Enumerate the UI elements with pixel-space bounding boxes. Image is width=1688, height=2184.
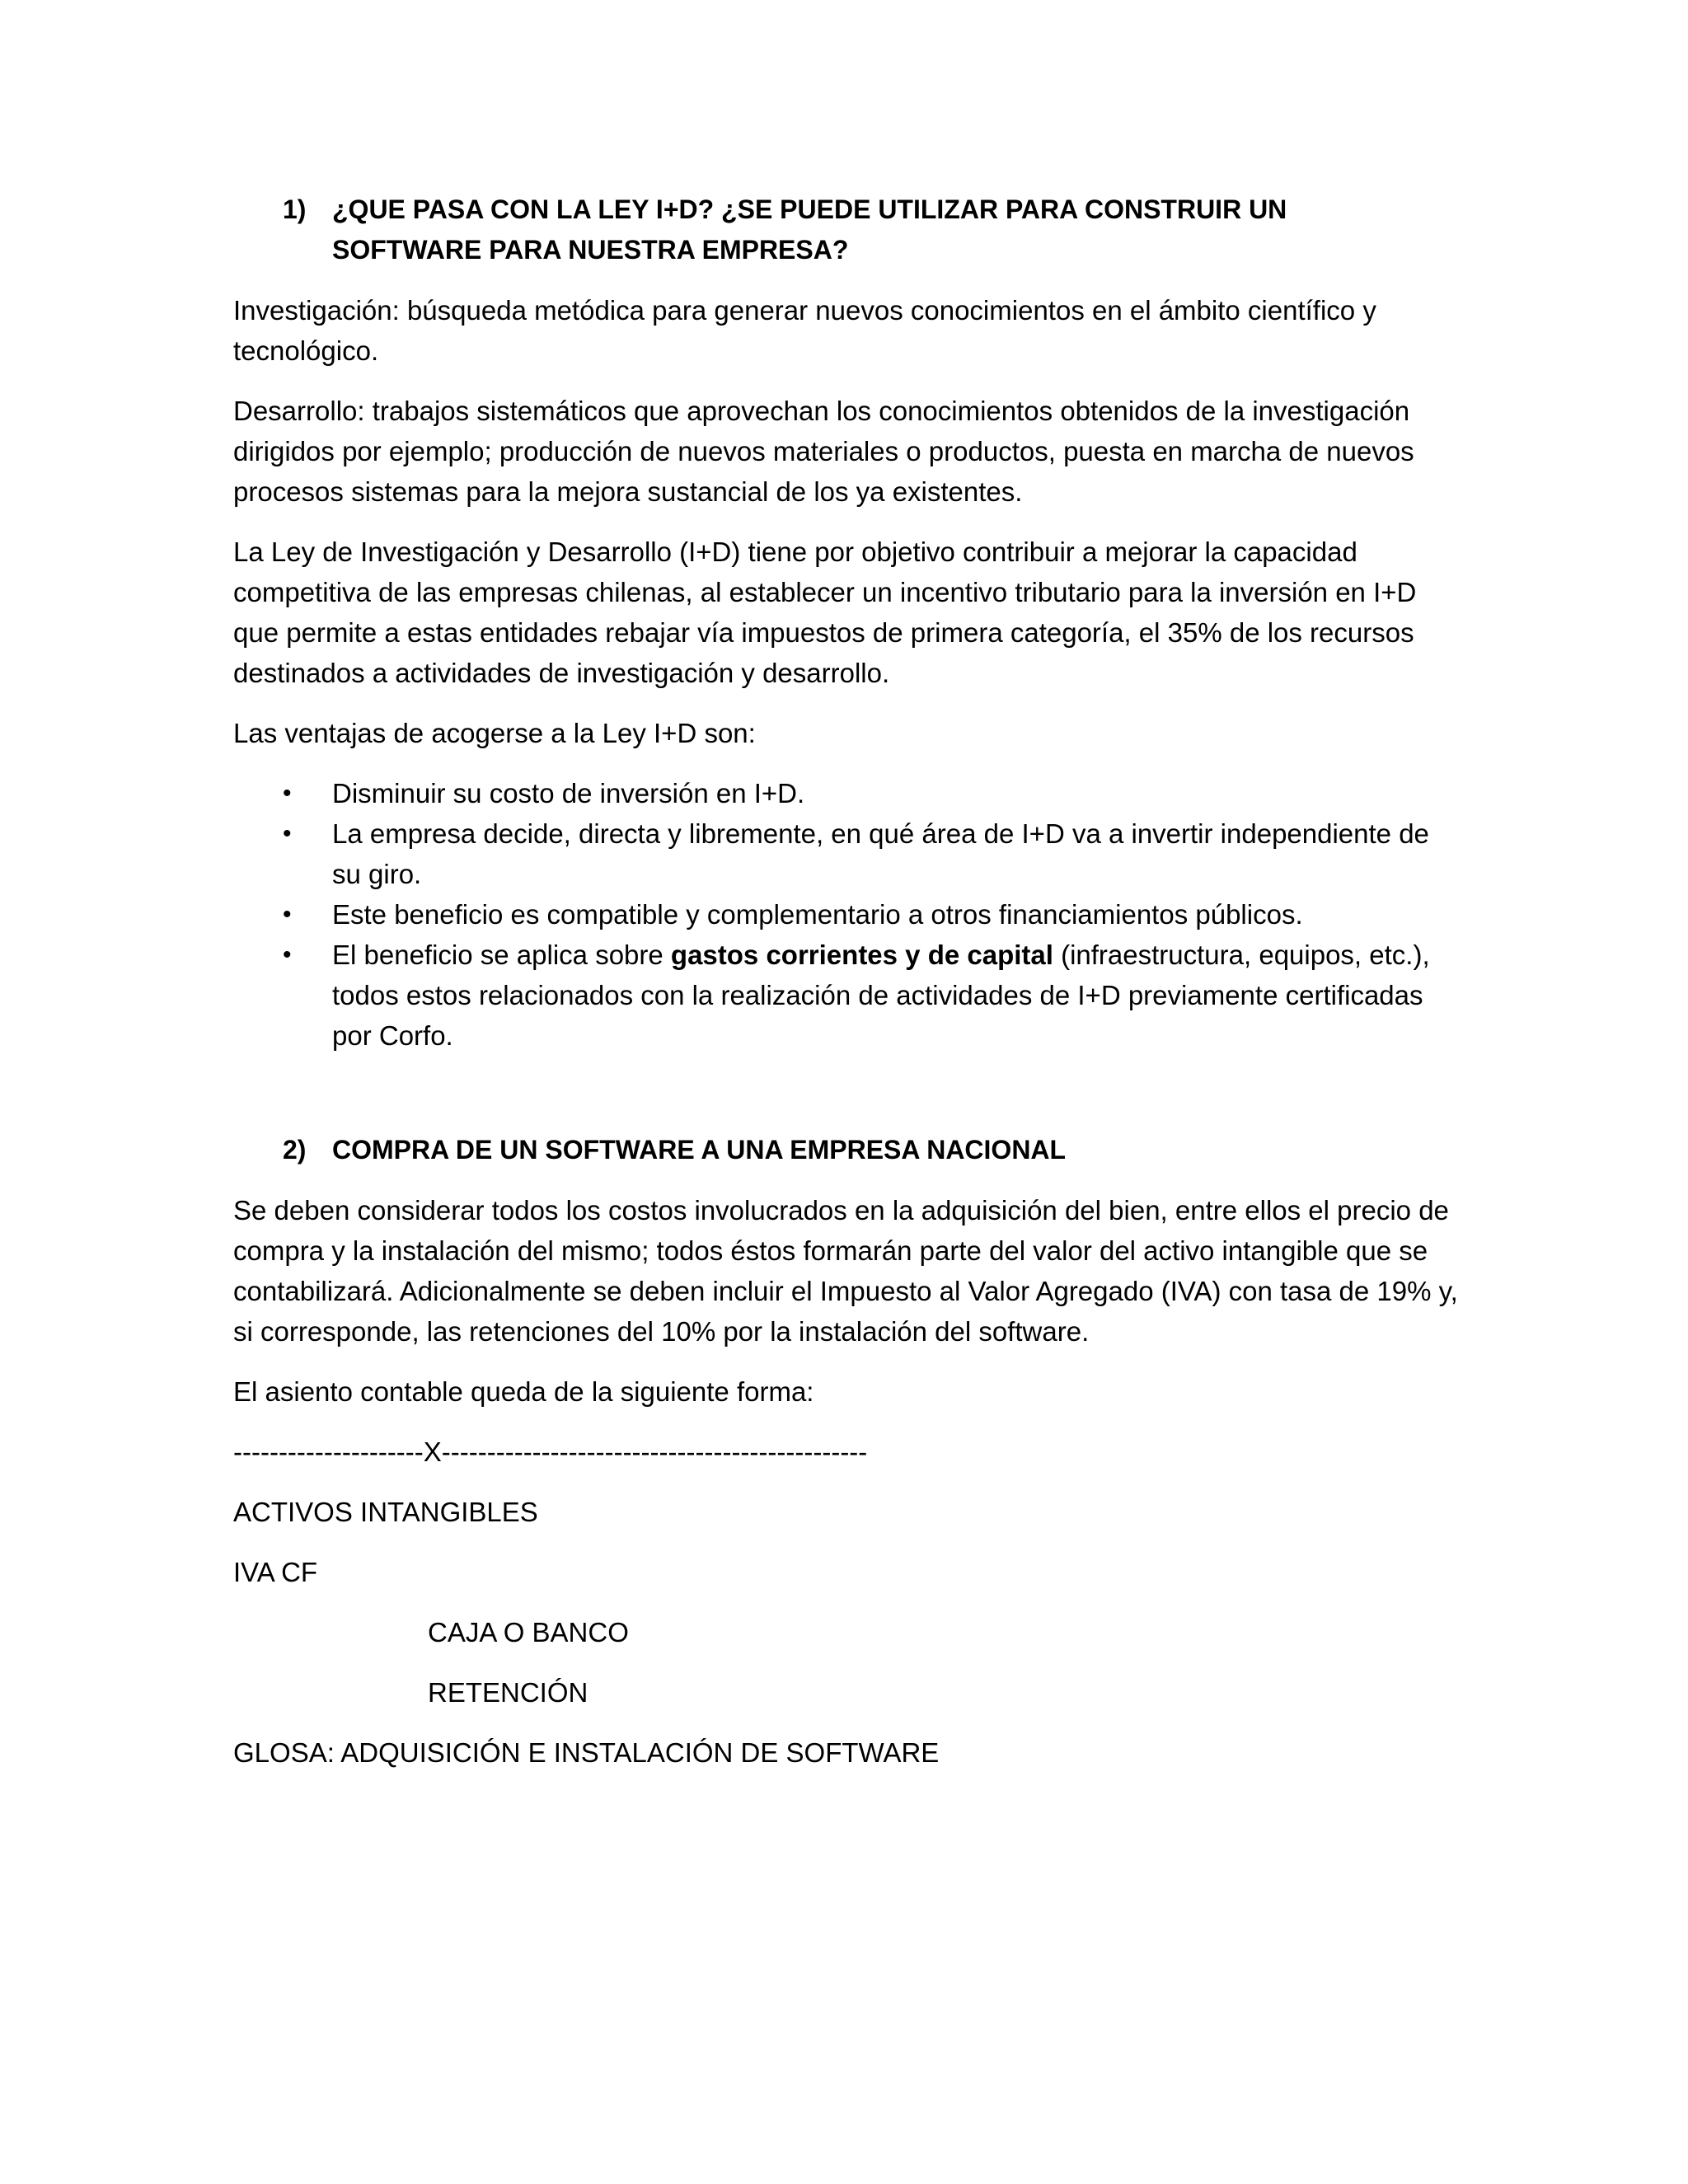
document-content — [233, 190, 1461, 1773]
bullet-text-bold: gastos corrientes y de capital — [670, 940, 1053, 970]
bullet-icon: • — [283, 941, 292, 968]
list-item — [233, 894, 1461, 935]
ley-paragraph: La Ley de Investigación y Desarrollo (I+D) tiene por objetivo contribuir a mejorar la capacidad competitiva de las empresas chilenas, al establecer un incentivo tributario para la inversión en I+D que permite a estas entidades rebajar vía impuestos de primera categoría, el 35% de los recursos destinados a actividades de investigación y desarrollo. — [233, 537, 1417, 688]
bullet-text-after: (infraestructura, equipos, etc.), todos estos relacionados con la realización de actividades de I+D previamente certificadas por Corfo. — [332, 940, 1430, 1051]
bullet-icon: • — [283, 780, 292, 807]
ventajas-intro: Las ventajas de acogerse a la Ley I+D son: — [233, 718, 756, 748]
list-item — [233, 935, 1461, 1056]
bullet-icon: • — [283, 901, 292, 928]
bullet-text — [332, 935, 1461, 1056]
investigacion-paragraph: Investigación: búsqueda metódica para generar nuevos conocimientos en el ámbito científico y tecnológico. — [233, 295, 1376, 366]
section-1-heading — [233, 190, 1461, 270]
debit-line-iva: IVA CF — [233, 1557, 318, 1587]
desarrollo-paragraph: Desarrollo: trabajos sistemáticos que aprovechan los conocimientos obtenidos de la investigación dirigidos por ejemplo; producción de nuevos materiales o productos, puesta en marcha de nuevos procesos sistemas para la mejora sustancial de los ya existentes. — [233, 396, 1414, 507]
debit-line-activos: ACTIVOS INTANGIBLES — [233, 1497, 538, 1527]
costos-paragraph: Se deben considerar todos los costos involucrados en la adquisición del bien, entre ellos el precio de compra y la instalación del mismo; todos éstos formarán parte del valor del activo intangible que se contabilizará. Adicionalmente se deben incluir el Impuesto al Valor Agregado (IVA) con tasa de 19% y, si corresponde, las retenciones del 10% por la instalación del software. — [233, 1195, 1458, 1347]
list-item — [233, 773, 1461, 813]
bullet-text: La empresa decide, directa y libremente, en qué área de I+D va a invertir independiente de su giro. — [332, 818, 1429, 889]
section-1-title: ¿QUE PASA CON LA LEY I+D? ¿SE PUEDE UTILIZAR PARA CONSTRUIR UN SOFTWARE PARA NUESTRA EMPRESA? — [332, 194, 1287, 265]
section-2-title: COMPRA DE UN SOFTWARE A UNA EMPRESA NACIONAL — [332, 1135, 1067, 1165]
section-1-number: 1) — [283, 194, 307, 224]
section-2-heading — [233, 1130, 1461, 1170]
section-2-number: 2) — [283, 1135, 307, 1165]
glosa-line: GLOSA: ADQUISICIÓN E INSTALACIÓN DE SOFTWARE — [233, 1737, 940, 1768]
bullet-icon: • — [283, 820, 292, 847]
bullet-text-before: El beneficio se aplica sobre — [332, 940, 671, 970]
entry-separator: ---------------------X----------------------------------------------- — [233, 1436, 868, 1467]
credit-line-retencion: RETENCIÓN — [428, 1677, 588, 1708]
bullet-text: Este beneficio es compatible y complementario a otros financiamientos públicos. — [332, 899, 1303, 930]
bullet-text: Disminuir su costo de inversión en I+D. — [332, 778, 805, 808]
credit-line-caja: CAJA O BANCO — [428, 1617, 629, 1647]
list-item — [233, 813, 1461, 894]
asiento-intro: El asiento contable queda de la siguiente forma: — [233, 1376, 814, 1407]
ventajas-list — [233, 773, 1461, 1056]
